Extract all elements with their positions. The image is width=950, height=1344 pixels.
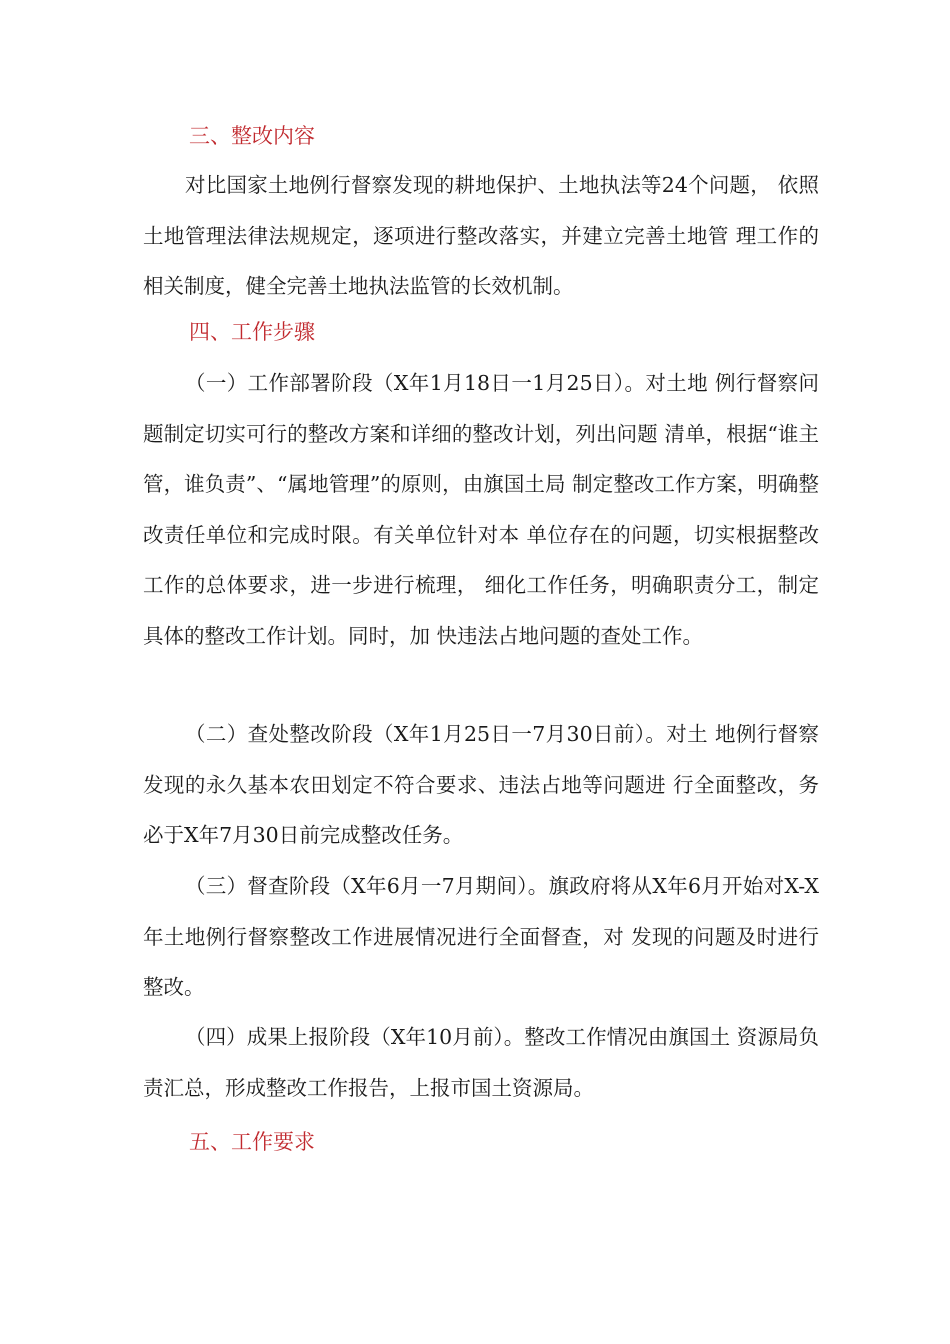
section-heading-3: 三、整改内容 (189, 124, 315, 148)
section-heading-4: 四、工作步骤 (189, 320, 315, 344)
step-1-paragraph: （一）工作部署阶段（X年1月18日一1月25日）。对土地 例行督察问题制定切实可行的整改方案和详细的整改计划，列出问题 清单，根据“谁主管，谁负责”、“属地管理”的原则，由旗国土局 制定整改工作方案，明确整改责任单位和完成时限。有关单位针对本 单位存在的问题，切实根据整改工作的总体要求，进一步进行梳理， 细化工作任务，明确职责分工，制定具体的整改工作计划。同时，加 快违法占地问题的查处工作。 (143, 371, 819, 648)
section-heading-5: 五、工作要求 (189, 1130, 315, 1154)
step-3-paragraph: （三）督查阶段（X年6月一7月期间）。旗政府将从X年6月开始对X-X年土地例行督察整改工作进展情况进行全面督查，对 发现的问题及时进行整改。 (143, 874, 819, 999)
step-2-paragraph: （二）查处整改阶段（X年1月25日一7月30日前）。对土 地例行督察发现的永久基本农田划定不符合要求、违法占地等问题进 行全面整改，务必于X年7月30日前完成整改任务。 (143, 722, 819, 847)
step-4-paragraph: （四）成果上报阶段（X年10月前）。整改工作情况由旗国土 资源局负责汇总，形成整改工作报告，上报市国土资源局。 (143, 1025, 819, 1100)
section-3-paragraph: 对比国家土地例行督察发现的耕地保护、土地执法等24个问题， 依照土地管理法律法规规定，逐项进行整改落实，并建立完善土地管 理工作的相关制度，健全完善土地执法监管的长效机制。 (143, 173, 819, 298)
